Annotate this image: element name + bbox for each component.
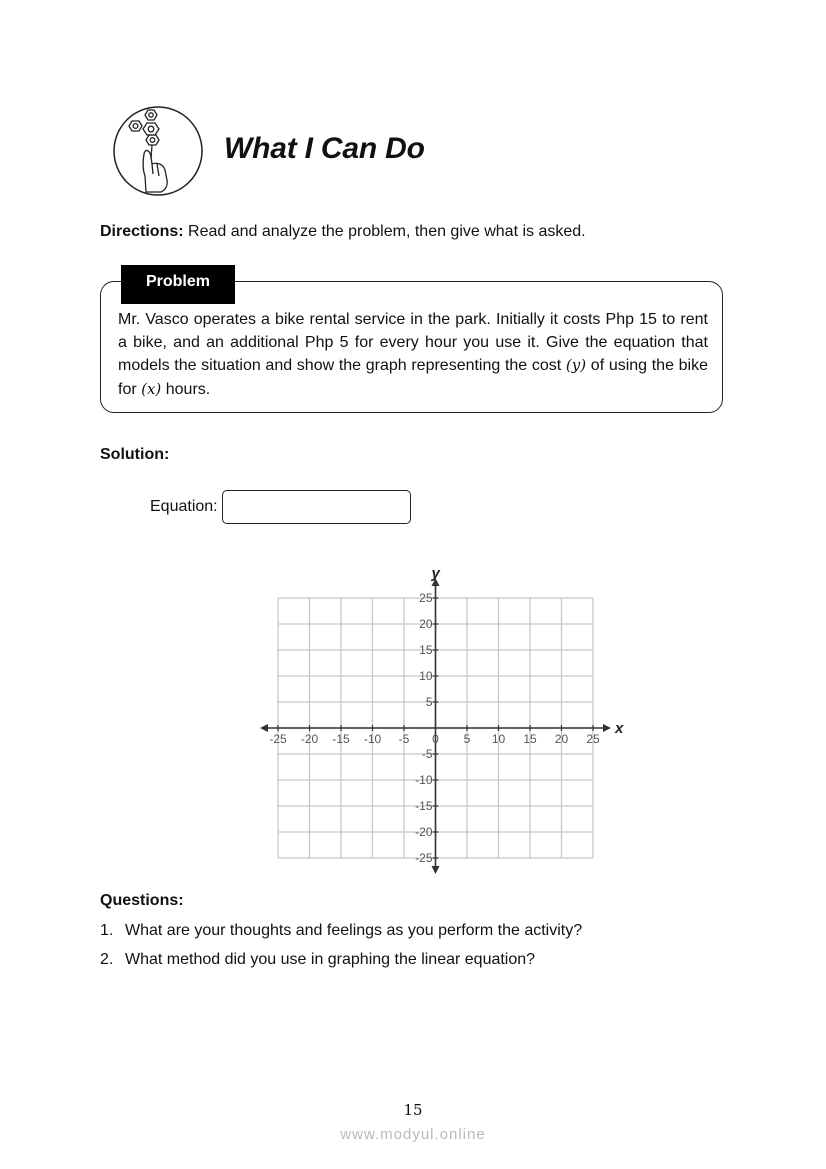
y-tick-label: 5 xyxy=(425,695,433,709)
variable-x: (x) xyxy=(141,379,162,398)
coordinate-plane xyxy=(250,568,630,878)
equation-input[interactable] xyxy=(222,490,411,524)
hand-gears-icon xyxy=(111,104,205,198)
x-tick-label: -15 xyxy=(332,732,350,746)
y-tick-label: 20 xyxy=(419,617,433,631)
watermark: www.modyul.online xyxy=(340,1126,486,1143)
question-item xyxy=(100,922,582,940)
y-axis-label: y xyxy=(431,568,440,582)
y-axis-arrow-down xyxy=(432,866,440,874)
x-tick-label: -20 xyxy=(300,732,319,746)
page-number: 15 xyxy=(403,1101,423,1119)
problem-tab: Problem xyxy=(121,265,235,304)
y-tick-label: 15 xyxy=(419,643,433,657)
question-item xyxy=(100,951,535,969)
x-tick-label: -10 xyxy=(363,732,382,746)
x-tick-label: 25 xyxy=(586,732,600,746)
questions-label: Questions: xyxy=(100,892,184,909)
question-number: 1. xyxy=(100,922,114,939)
problem-text xyxy=(118,309,708,401)
x-axis-arrow-left xyxy=(260,724,268,732)
x-tick-label: 20 xyxy=(554,732,569,746)
y-tick-label: 25 xyxy=(419,591,433,605)
x-axis-label: x xyxy=(615,720,624,737)
x-tick-label: 15 xyxy=(523,732,537,746)
equation-label: Equation: xyxy=(150,498,218,515)
problem-text-part1: Mr. Vasco operates a bike rental service in the park. Initially it costs Php 15 to rent a bike, and an additional Php 5 for every hour you use it. Give the equation that models the situation and show the graph representing the cost xyxy=(118,311,708,374)
problem-text-part2: of using the bike for xyxy=(118,357,709,398)
problem-text-part3: hours. xyxy=(165,380,211,398)
y-tick-label: -15 xyxy=(415,799,433,813)
question-number: 2. xyxy=(100,951,114,968)
question-text: What method did you use in graphing the linear equation? xyxy=(125,951,536,968)
question-text: What are your thoughts and feelings as you perform the activity? xyxy=(125,922,583,939)
directions-text: Read and analyze the problem, then give what is asked. xyxy=(188,223,586,240)
x-tick-label: -25 xyxy=(269,732,287,746)
y-tick-label: 10 xyxy=(419,669,433,683)
x-tick-label: -5 xyxy=(398,732,410,746)
directions-label: Directions: xyxy=(100,223,184,240)
x-axis-arrow-right xyxy=(603,724,611,732)
y-tick-label: -25 xyxy=(415,851,433,865)
y-tick-label: -20 xyxy=(415,825,433,839)
section-title: What I Can Do xyxy=(224,132,425,165)
y-tick-label: -10 xyxy=(415,773,433,787)
x-tick-label: 5 xyxy=(463,732,471,746)
directions xyxy=(100,223,586,241)
variable-y: (y) xyxy=(565,356,587,374)
solution-label: Solution: xyxy=(100,446,170,463)
x-tick-label: 10 xyxy=(491,732,506,746)
x-tick-label: 0 xyxy=(432,732,439,746)
y-tick-label: -5 xyxy=(421,747,433,761)
